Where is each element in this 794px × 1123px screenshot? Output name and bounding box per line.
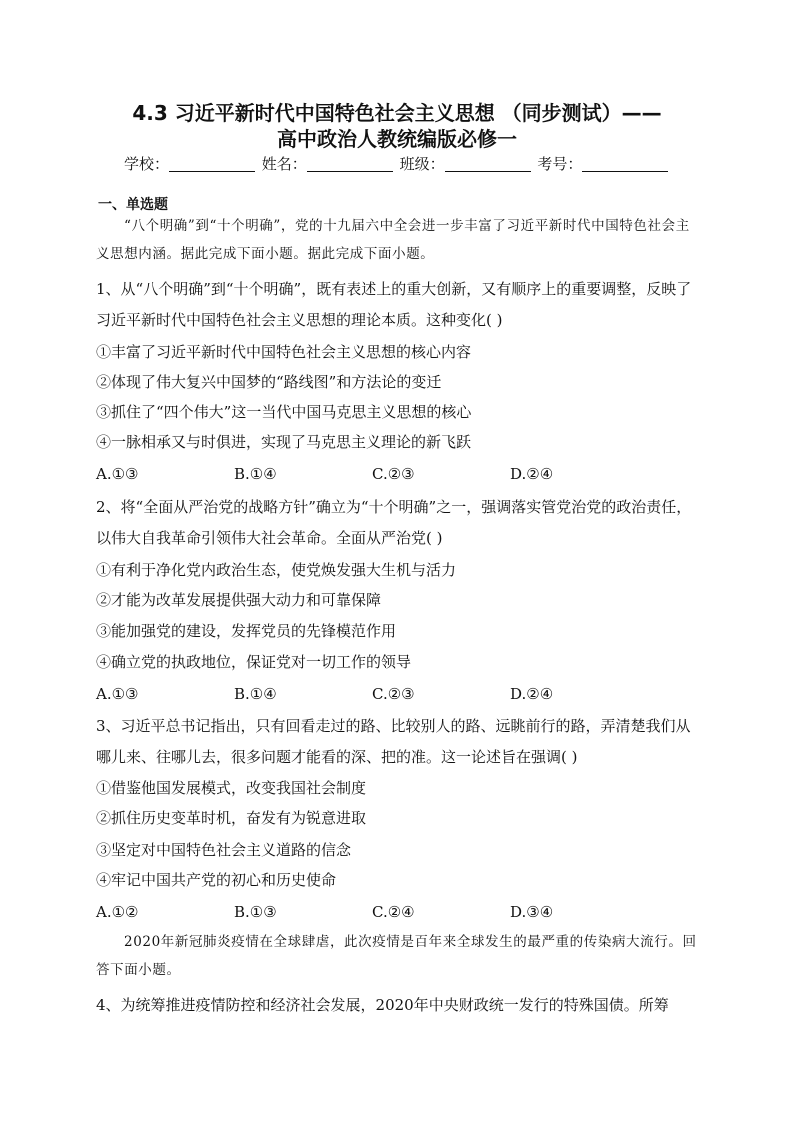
exam-number-label: 考号： [537,155,583,173]
section-title: 一、单选题 [98,197,168,213]
question-3-item-2: ②抓住历史变革时机，奋发有为锐意进取 [96,809,367,827]
page-subtitle: 高中政治人教统编版必修一 [277,127,517,151]
question-2-item-1: ①有利于净化党内政治生态，使党焕发强大生机与活力 [96,561,457,579]
question-3-item-4: ④牢记中国共产党的初心和历史使命 [96,871,337,889]
exam-number-blank[interactable] [582,156,668,172]
question-3-option-c[interactable]: C.②④ [372,903,415,921]
question-1-option-c[interactable]: C.②③ [372,465,415,483]
question-4-stem: 4、为统筹推进疫情防控和经济社会发展，2020年中央财政统一发行的特殊国债。所筹 [96,996,669,1014]
question-1-item-3: ③抓住了“四个伟大”这一当代中国马克思主义思想的核心 [96,403,472,421]
question-2-item-2: ②才能为改革发展提供强大动力和可靠保障 [96,591,382,609]
question-3-option-d[interactable]: D.③④ [510,903,554,921]
class-label: 班级： [399,155,445,173]
question-2-option-c[interactable]: C.②③ [372,685,415,703]
question-1-option-a[interactable]: A.①③ [96,465,139,483]
school-label: 学校： [124,155,170,173]
question-1-item-1: ①丰富了习近平新时代中国特色社会主义思想的核心内容 [96,343,472,361]
question-1-option-d[interactable]: D.②④ [510,465,554,483]
question-2-option-a[interactable]: A.①③ [96,685,139,703]
name-blank[interactable] [307,156,393,172]
reading-passage-1: “八个明确”到“十个明确”，党的十九届六中全会进一步丰富了习近平新时代中国特色社会主义思想内涵。据此完成下面小题。据此完成下面小题。 [96,218,690,262]
question-3-item-3: ③坚定对中国特色社会主义道路的信念 [96,841,352,859]
question-2-item-4: ④确立党的执政地位，保证党对一切工作的领导 [96,653,412,671]
question-3-option-a[interactable]: A.①② [96,903,139,921]
school-blank[interactable] [169,156,255,172]
question-2-stem: 2、将“全面从严治党的战略方针”确立为“十个明确”之一，强调落实管党治党的政治责任，以伟大自我革命引领伟大社会革命。全面从严治党( ) [96,498,692,547]
question-2-option-b[interactable]: B.①④ [234,685,277,703]
question-1-option-b[interactable]: B.①④ [234,465,277,483]
question-3-option-b[interactable]: B.①③ [234,903,277,921]
question-1-item-4: ④一脉相承又与时俱进，实现了马克思主义理论的新飞跃 [96,433,472,451]
question-1-stem: 1、从“八个明确”到“十个明确”，既有表述上的重大创新，又有顺序上的重要调整，反映了习近平新时代中国特色社会主义思想的理论本质。这种变化( ) [96,280,692,329]
question-1-item-2: ②体现了伟大复兴中国梦的“路线图”和方法论的变迁 [96,373,442,391]
name-label: 姓名： [261,155,307,173]
page-title: 4.3 习近平新时代中国特色社会主义思想 （同步测试）—— [132,101,662,125]
class-blank[interactable] [445,156,531,172]
question-2-option-d[interactable]: D.②④ [510,685,554,703]
question-3-item-1: ①借鉴他国发展模式，改变我国社会制度 [96,779,367,797]
student-info-row [124,154,684,174]
question-2-item-3: ③能加强党的建设，发挥党员的先锋模范作用 [96,622,397,640]
reading-passage-2: 2020年新冠肺炎疫情在全球肆虐，此次疫情是百年来全球发生的最严重的传染病大流行。回答下面小题。 [96,934,697,978]
question-3-stem: 3、习近平总书记指出，只有回看走过的路、比较别人的路、远眺前行的路，弄清楚我们从哪儿来、往哪儿去，很多问题才能看的深、把的准。这一论述旨在强调( ) [96,717,691,766]
